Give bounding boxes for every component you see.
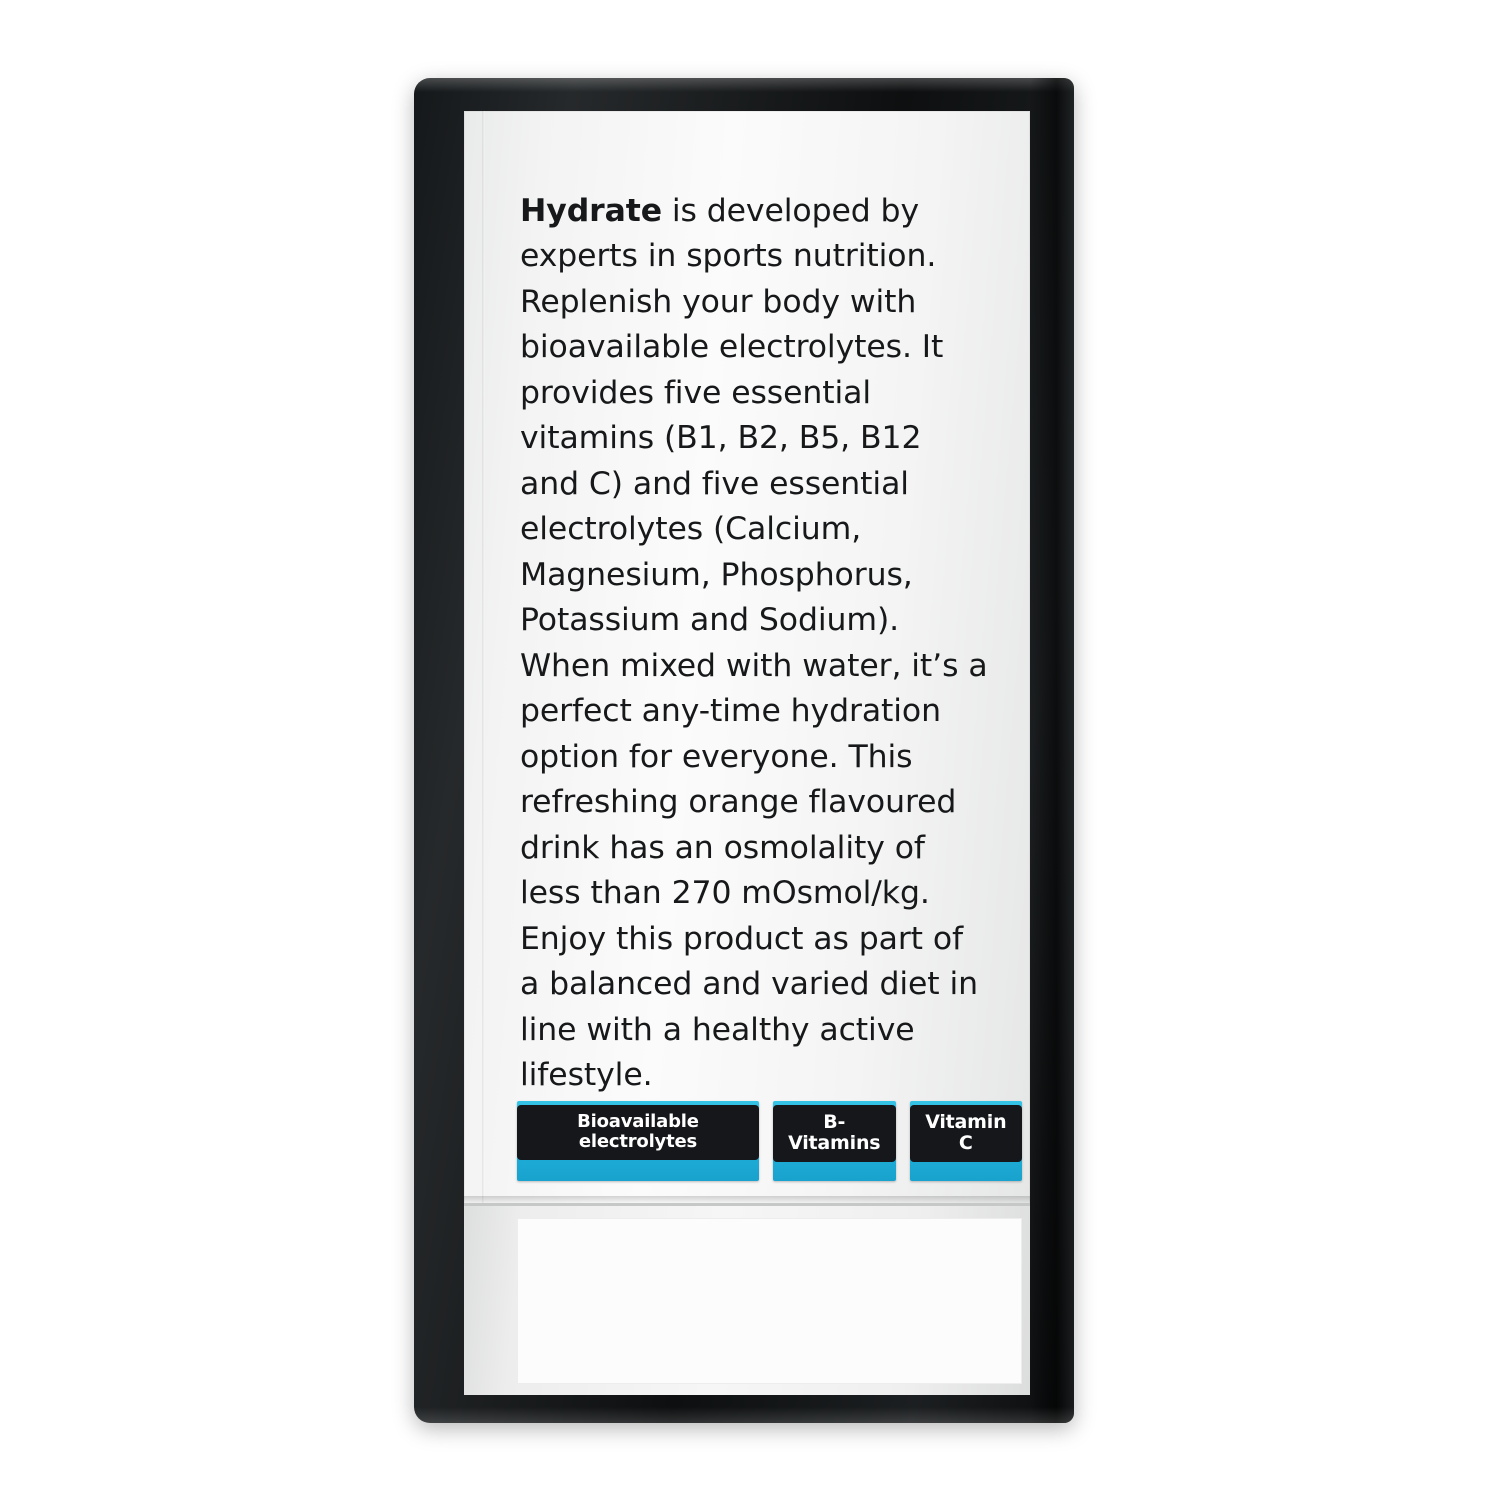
claim-badge-vitamin-c xyxy=(910,1101,1022,1181)
description-body: is developed by experts in sports nutrition. Replenish your body with bioavailable electrolytes. It provides five essential vitamins (B1, B2, B5, B12 and C) and five essential electrolytes (Calcium, Magnesium, Phosphorus, Potassium and Sodium). When mixed with water, it’s a perfect any-time hydration option for everyone. This refreshing orange flavoured drink has an osmolality of less than 270 mOsmol/kg. Enjoy this product as part of a balanced and varied diet in line with a healthy active lifestyle. xyxy=(520,192,988,1093)
claim-label: Vitamin C xyxy=(925,1111,1007,1154)
claim-plate xyxy=(773,1105,896,1162)
blank-info-card xyxy=(517,1218,1022,1384)
package-spine-shading xyxy=(1030,78,1074,1423)
claim-plate xyxy=(517,1105,759,1160)
claim-badge-b-vitamins xyxy=(773,1101,896,1181)
product-description-text xyxy=(520,189,990,1099)
claim-label: B-Vitamins xyxy=(788,1111,881,1154)
claim-badge-bioavailable-electrolytes xyxy=(517,1101,759,1181)
product-label-panel xyxy=(464,111,1030,1392)
product-package xyxy=(414,78,1074,1423)
lower-blank-panel xyxy=(464,1203,1030,1395)
claim-label: Bioavailable electrolytes xyxy=(577,1111,699,1152)
label-crease xyxy=(482,111,485,1392)
brand-name: Hydrate xyxy=(520,192,662,229)
claim-plate xyxy=(910,1105,1022,1162)
claim-badge-row xyxy=(517,1101,1022,1181)
